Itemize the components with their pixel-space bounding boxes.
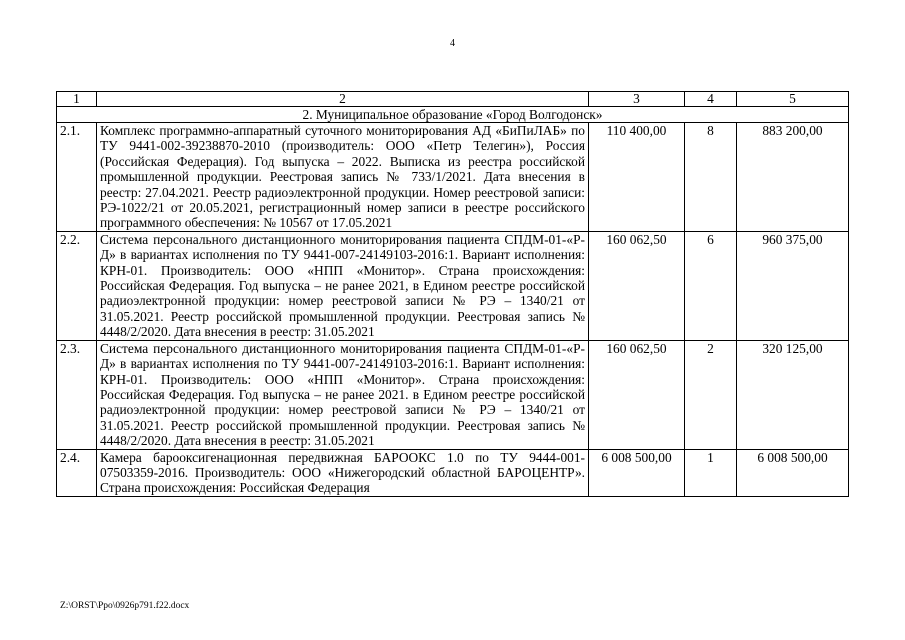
row-description: Комплекс программно-аппаратный суточного мониторирования АД «БиПиЛАБ» по ТУ 9441-002-39238870-2010 (производитель: ООО «Петр Телегин»), Россия (Российская Федерация). Год выпуска – 2022. Выписка из реестра российской промышленной продукции. Реестровая запись № 733/1/2021. Дата внесения в реестр: 27.04.2021. Реестр радиоэлектронной продукции. Номер реестровой записи: РЭ-1022/21 от 20.05.2021, регистрационный номер записи в реестре российского программного обеспечения: № 10567 от 17.05.2021	[97, 123, 589, 232]
row-sum: 6 008 500,00	[737, 449, 849, 496]
table-header-row	[57, 92, 849, 107]
table-row	[57, 231, 849, 340]
row-description: Система персонального дистанционного мониторирования пациента СПДМ-01-«Р-Д» в вариантах исполнения по ТУ 9441-007-24149103-2016:1. Вариант исполнения: КРН-01. Производитель: ООО «НПП «Монитор». Страна происхождения: Российская Федерация. Год выпуска – не ранее 2021, в Едином реестре российской радиоэлектронной продукции: номер реестровой записи № РЭ – 1340/21 от 31.05.2021. Реестр российской промышленной продукции. Реестровая запись № 4448/2/2020. Дата внесения в реестр: 31.05.2021	[97, 231, 589, 340]
section-title: 2. Муниципальное образование «Город Волгодонск»	[57, 107, 849, 123]
row-quantity: 6	[685, 231, 737, 340]
row-description: Система персонального дистанционного мониторирования пациента СПДМ-01-«Р-Д» в вариантах исполнения по ТУ 9441-007-24149103-2016:1. Вариант исполнения: КРН-01. Производитель: ООО «НПП «Монитор». Страна происхождения: Российская Федерация. Год выпуска – не ранее 2021. в Едином реестре российской радиоэлектронной продукции: номер реестровой записи № РЭ – 1340/21 от 31.05.2021. Реестр российской промышленной продукции. Реестровая запись № 4448/2/2020. Дата внесения в реестр: 31.05.2021	[97, 340, 589, 449]
row-sum: 960 375,00	[737, 231, 849, 340]
file-path-footer: Z:\ORST\Ppo\0926p791.f22.docx	[60, 601, 190, 611]
row-sum: 883 200,00	[737, 123, 849, 232]
header-cell: 2	[97, 92, 589, 107]
row-number: 2.4.	[57, 449, 97, 496]
row-price: 6 008 500,00	[589, 449, 685, 496]
section-row	[57, 107, 849, 123]
table-row	[57, 340, 849, 449]
row-quantity: 1	[685, 449, 737, 496]
header-cell: 5	[737, 92, 849, 107]
row-quantity: 2	[685, 340, 737, 449]
row-quantity: 8	[685, 123, 737, 232]
page-number: 4	[450, 38, 455, 49]
row-number: 2.3.	[57, 340, 97, 449]
row-price: 110 400,00	[589, 123, 685, 232]
products-table	[56, 91, 849, 497]
row-number: 2.2.	[57, 231, 97, 340]
row-description: Камера барооксигенационная передвижная БАРООКС 1.0 по ТУ 9444-001-07503359-2016. Производитель: ООО «Нижегородский областной БАРОЦЕНТР». Страна происхождения: Российская Федерация	[97, 449, 589, 496]
table-row	[57, 449, 849, 496]
header-cell: 1	[57, 92, 97, 107]
table-row	[57, 123, 849, 232]
row-price: 160 062,50	[589, 231, 685, 340]
header-cell: 3	[589, 92, 685, 107]
row-price: 160 062,50	[589, 340, 685, 449]
row-number: 2.1.	[57, 123, 97, 232]
header-cell: 4	[685, 92, 737, 107]
row-sum: 320 125,00	[737, 340, 849, 449]
